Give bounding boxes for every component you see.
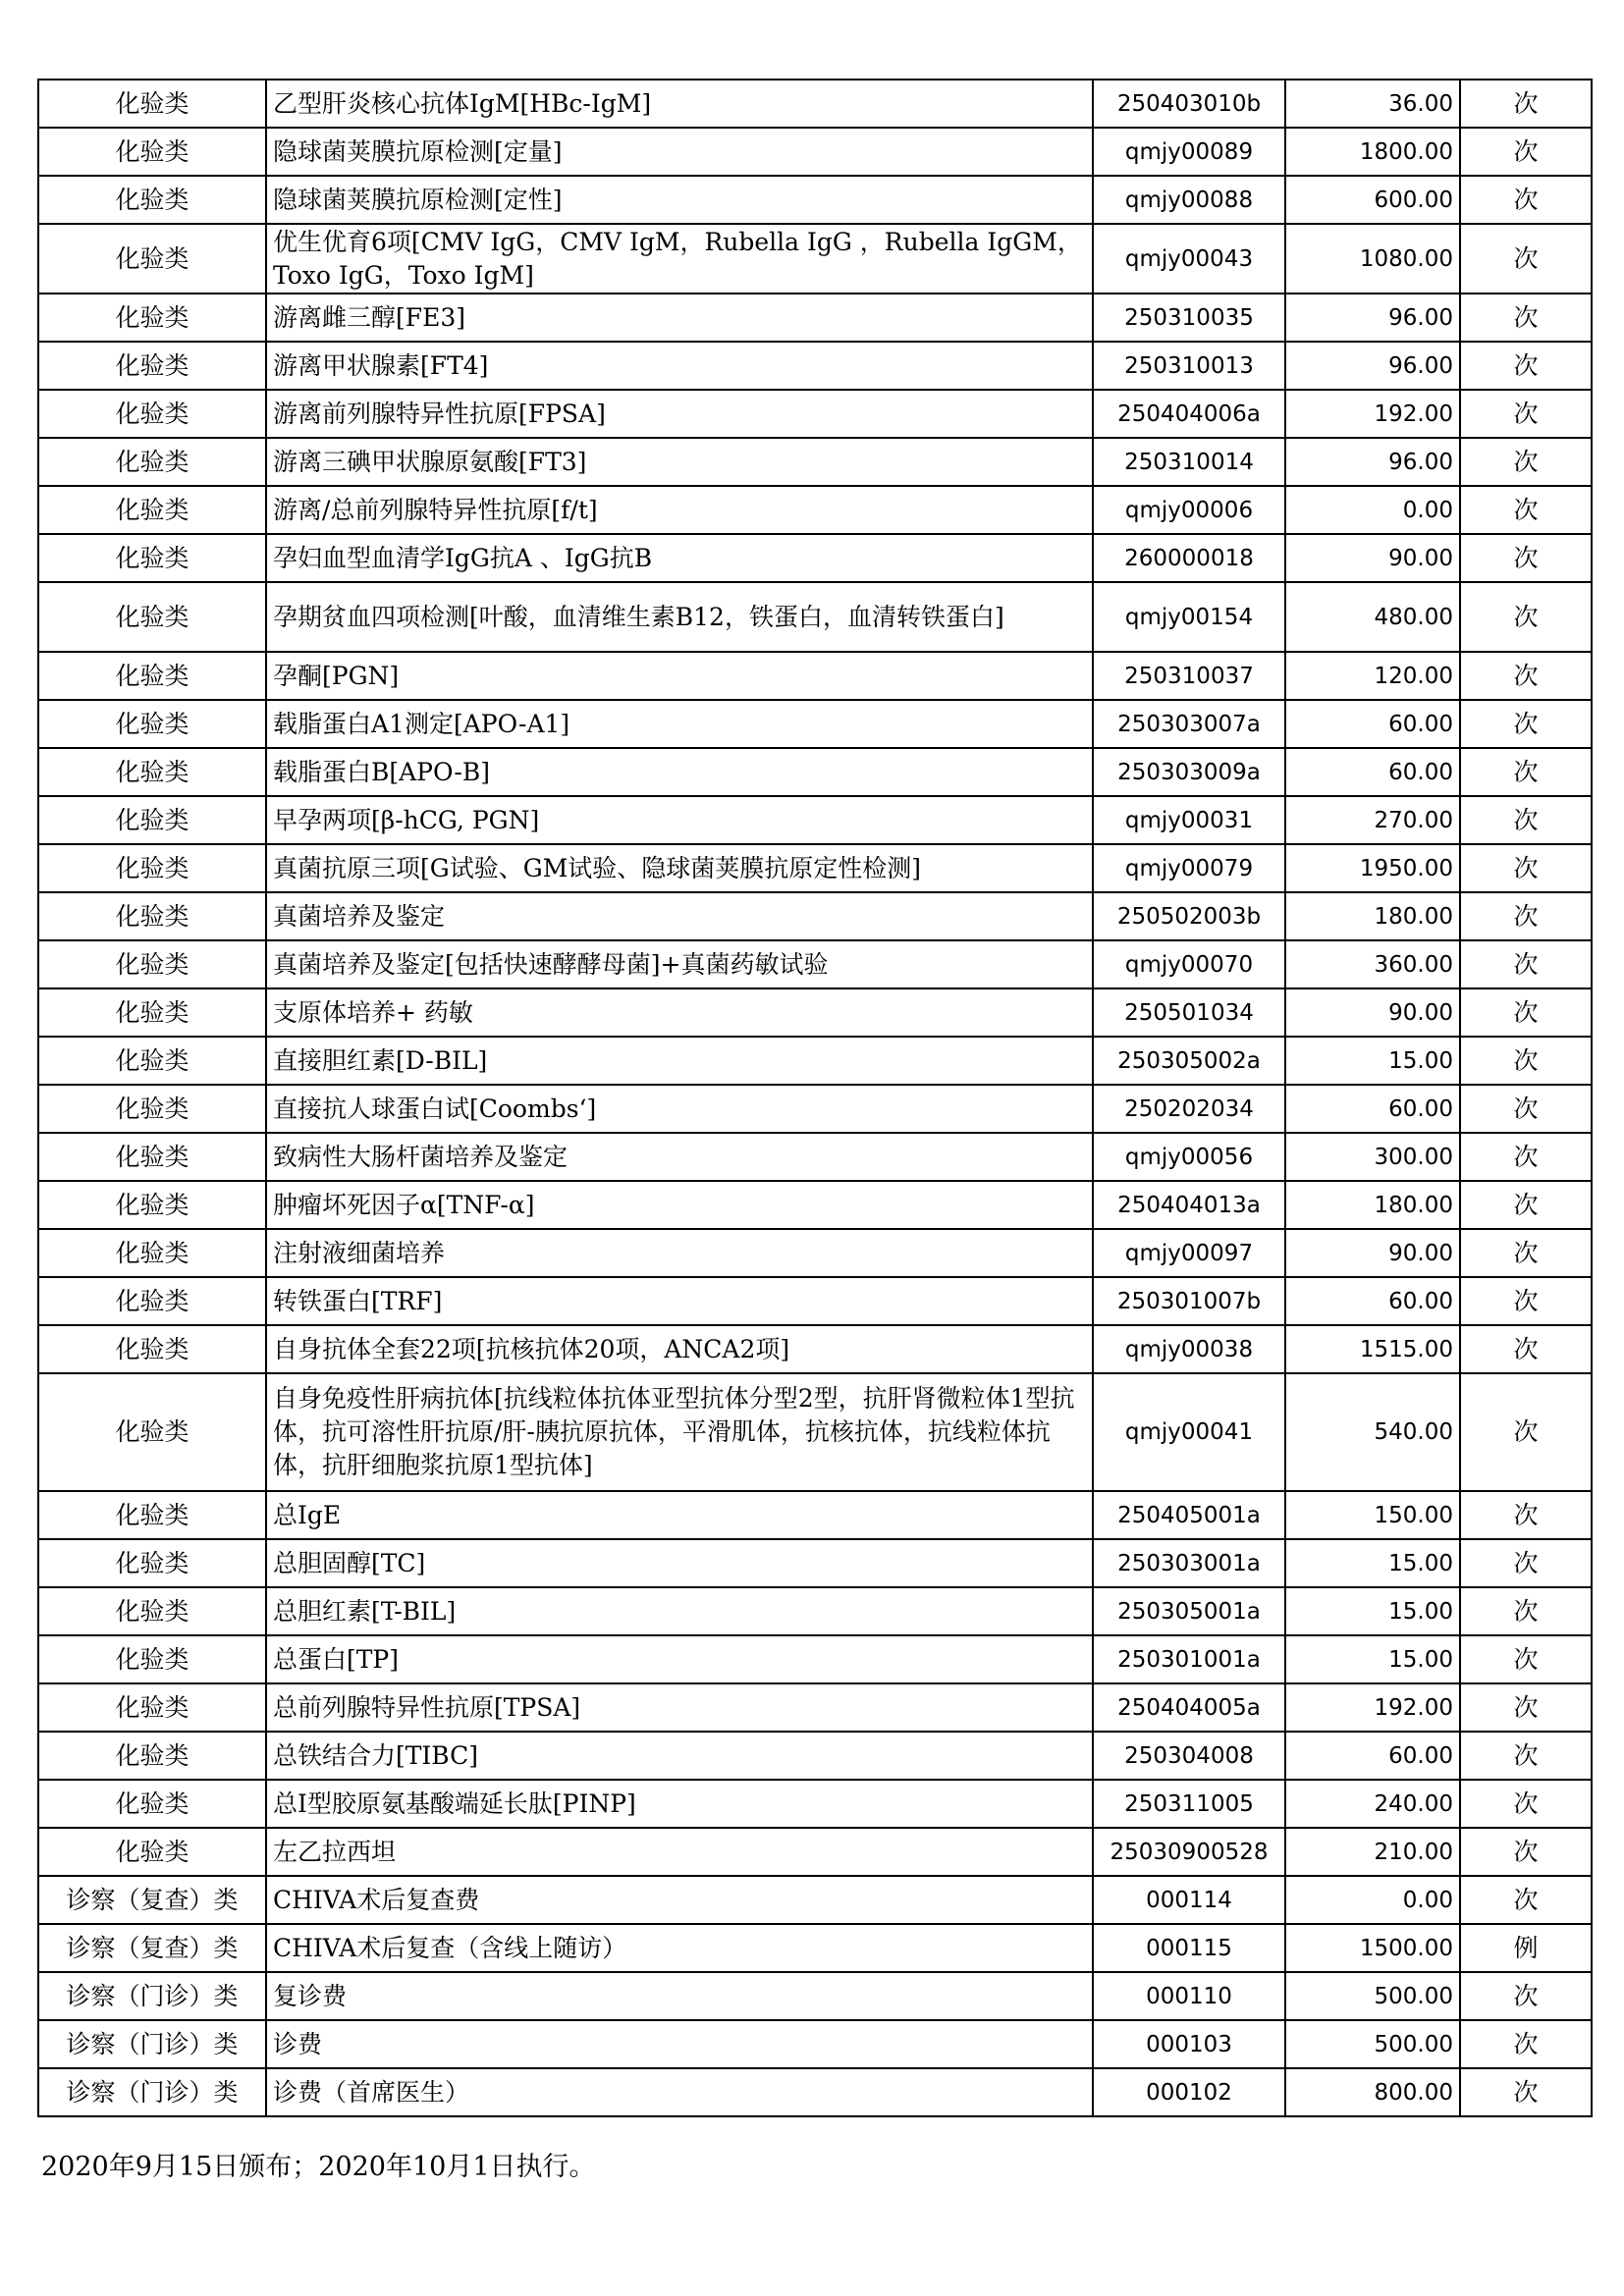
category-cell: 化验类: [38, 438, 266, 486]
category-cell: 化验类: [38, 844, 266, 892]
table-row: [38, 1491, 1592, 1539]
table-row: [38, 294, 1592, 342]
price-cell: 192.00: [1285, 1683, 1460, 1732]
category-cell: 化验类: [38, 748, 266, 796]
category-cell: 化验类: [38, 1229, 266, 1277]
item-name-cell: 总蛋白[TP]: [266, 1635, 1093, 1683]
item-code-cell: 250305002a: [1093, 1037, 1285, 1085]
price-cell: 120.00: [1285, 652, 1460, 700]
table-row: [38, 80, 1592, 128]
unit-cell: 次: [1460, 1780, 1592, 1828]
unit-cell: 次: [1460, 390, 1592, 438]
category-cell: 化验类: [38, 80, 266, 128]
category-cell: 化验类: [38, 1828, 266, 1876]
item-code-cell: 250502003b: [1093, 892, 1285, 940]
item-code-cell: qmjy00038: [1093, 1325, 1285, 1373]
price-cell: 240.00: [1285, 1780, 1460, 1828]
table-row: [38, 1181, 1592, 1229]
item-name-cell: 诊费: [266, 2020, 1093, 2068]
category-cell: 化验类: [38, 940, 266, 988]
item-code-cell: 250303007a: [1093, 700, 1285, 748]
table-row: [38, 1133, 1592, 1181]
category-cell: 化验类: [38, 342, 266, 390]
unit-cell: 次: [1460, 80, 1592, 128]
table-row: [38, 128, 1592, 176]
item-code-cell: 250202034: [1093, 1085, 1285, 1133]
item-code-cell: qmjy00089: [1093, 128, 1285, 176]
unit-cell: 例: [1460, 1924, 1592, 1972]
table-row: [38, 534, 1592, 582]
category-cell: 化验类: [38, 892, 266, 940]
category-cell: 化验类: [38, 1085, 266, 1133]
unit-cell: 次: [1460, 1181, 1592, 1229]
unit-cell: 次: [1460, 1229, 1592, 1277]
unit-cell: 次: [1460, 940, 1592, 988]
category-cell: 化验类: [38, 1373, 266, 1491]
table-row: [38, 582, 1592, 652]
price-cell: 96.00: [1285, 438, 1460, 486]
price-cell: 15.00: [1285, 1635, 1460, 1683]
unit-cell: 次: [1460, 128, 1592, 176]
table-row: [38, 390, 1592, 438]
unit-cell: 次: [1460, 582, 1592, 652]
item-code-cell: 000110: [1093, 1972, 1285, 2020]
category-cell: 化验类: [38, 1133, 266, 1181]
table-row: [38, 1325, 1592, 1373]
item-name-cell: 总胆红素[T-BIL]: [266, 1587, 1093, 1635]
price-cell: 90.00: [1285, 988, 1460, 1037]
table-row: [38, 700, 1592, 748]
item-name-cell: 载脂蛋白A1测定[APO-A1]: [266, 700, 1093, 748]
table-row: [38, 1924, 1592, 1972]
item-name-cell: 直接抗人球蛋白试[Coombs‘]: [266, 1085, 1093, 1133]
table-row: [38, 1277, 1592, 1325]
item-code-cell: qmjy00070: [1093, 940, 1285, 988]
item-name-cell: 直接胆红素[D-BIL]: [266, 1037, 1093, 1085]
item-code-cell: 000102: [1093, 2068, 1285, 2116]
price-cell: 180.00: [1285, 1181, 1460, 1229]
price-cell: 90.00: [1285, 534, 1460, 582]
price-cell: 90.00: [1285, 1229, 1460, 1277]
table-row: [38, 1229, 1592, 1277]
item-name-cell: 肿瘤坏死因子α[TNF-α]: [266, 1181, 1093, 1229]
table-row: [38, 2068, 1592, 2116]
item-code-cell: qmjy00041: [1093, 1373, 1285, 1491]
item-code-cell: 250305001a: [1093, 1587, 1285, 1635]
item-name-cell: 游离前列腺特异性抗原[FPSA]: [266, 390, 1093, 438]
unit-cell: 次: [1460, 1133, 1592, 1181]
item-code-cell: qmjy00088: [1093, 176, 1285, 224]
table-row: [38, 1732, 1592, 1780]
item-code-cell: qmjy00056: [1093, 1133, 1285, 1181]
item-name-cell: 孕酮[PGN]: [266, 652, 1093, 700]
item-code-cell: qmjy00043: [1093, 224, 1285, 294]
item-code-cell: 250404013a: [1093, 1181, 1285, 1229]
table-row: [38, 1587, 1592, 1635]
item-name-cell: 诊费（首席医生）: [266, 2068, 1093, 2116]
table-row: [38, 1373, 1592, 1491]
category-cell: 化验类: [38, 1325, 266, 1373]
item-name-cell: 自身免疫性肝病抗体[抗线粒体抗体亚型抗体分型2型，抗肝肾微粒体1型抗体，抗可溶性肝抗原/肝-胰抗原抗体，平滑肌体，抗核抗体，抗线粒体抗体，抗肝细胞浆抗原1型抗体]: [266, 1373, 1093, 1491]
item-name-cell: CHIVA术后复查（含线上随访）: [266, 1924, 1093, 1972]
price-cell: 1800.00: [1285, 128, 1460, 176]
item-code-cell: 260000018: [1093, 534, 1285, 582]
table-row: [38, 1085, 1592, 1133]
price-cell: 1515.00: [1285, 1325, 1460, 1373]
table-row: [38, 486, 1592, 534]
table-row: [38, 1876, 1592, 1924]
category-cell: 化验类: [38, 176, 266, 224]
item-code-cell: 25030900528: [1093, 1828, 1285, 1876]
category-cell: 化验类: [38, 1491, 266, 1539]
category-cell: 化验类: [38, 796, 266, 844]
table-row: [38, 796, 1592, 844]
unit-cell: 次: [1460, 1491, 1592, 1539]
category-cell: 诊察（门诊）类: [38, 2068, 266, 2116]
price-cell: 60.00: [1285, 1277, 1460, 1325]
table-row: [38, 652, 1592, 700]
item-code-cell: qmjy00006: [1093, 486, 1285, 534]
price-cell: 150.00: [1285, 1491, 1460, 1539]
item-code-cell: 000115: [1093, 1924, 1285, 1972]
item-code-cell: 250303001a: [1093, 1539, 1285, 1587]
unit-cell: 次: [1460, 2020, 1592, 2068]
price-cell: 192.00: [1285, 390, 1460, 438]
unit-cell: 次: [1460, 1876, 1592, 1924]
price-cell: 96.00: [1285, 294, 1460, 342]
price-cell: 96.00: [1285, 342, 1460, 390]
item-name-cell: 致病性大肠杆菌培养及鉴定: [266, 1133, 1093, 1181]
item-name-cell: 总Ⅰ型胶原氨基酸端延长肽[PINP]: [266, 1780, 1093, 1828]
unit-cell: 次: [1460, 988, 1592, 1037]
table-row: [38, 1828, 1592, 1876]
category-cell: 诊察（门诊）类: [38, 1972, 266, 2020]
category-cell: 化验类: [38, 582, 266, 652]
unit-cell: 次: [1460, 844, 1592, 892]
item-code-cell: 000114: [1093, 1876, 1285, 1924]
table-row: [38, 176, 1592, 224]
price-cell: 0.00: [1285, 486, 1460, 534]
price-cell: 180.00: [1285, 892, 1460, 940]
unit-cell: 次: [1460, 1277, 1592, 1325]
price-cell: 500.00: [1285, 1972, 1460, 2020]
unit-cell: 次: [1460, 748, 1592, 796]
unit-cell: 次: [1460, 224, 1592, 294]
table-row: [38, 2020, 1592, 2068]
unit-cell: 次: [1460, 1635, 1592, 1683]
unit-cell: 次: [1460, 1828, 1592, 1876]
footer-note: 2020年9月15日颁布；2020年10月1日执行。: [41, 2152, 596, 2182]
table-row: [38, 342, 1592, 390]
item-code-cell: 250310014: [1093, 438, 1285, 486]
price-cell: 60.00: [1285, 748, 1460, 796]
price-cell: 360.00: [1285, 940, 1460, 988]
price-cell: 600.00: [1285, 176, 1460, 224]
item-name-cell: 自身抗体全套22项[抗核抗体20项，ANCA2项]: [266, 1325, 1093, 1373]
item-name-cell: 游离三碘甲状腺原氨酸[FT3]: [266, 438, 1093, 486]
unit-cell: 次: [1460, 1539, 1592, 1587]
category-cell: 化验类: [38, 128, 266, 176]
item-name-cell: 孕妇血型血清学IgG抗A 、IgG抗B: [266, 534, 1093, 582]
unit-cell: 次: [1460, 1732, 1592, 1780]
category-cell: 化验类: [38, 700, 266, 748]
item-name-cell: 总前列腺特异性抗原[TPSA]: [266, 1683, 1093, 1732]
category-cell: 化验类: [38, 390, 266, 438]
item-code-cell: qmjy00154: [1093, 582, 1285, 652]
item-name-cell: 总胆固醇[TC]: [266, 1539, 1093, 1587]
item-name-cell: 支原体培养+ 药敏: [266, 988, 1093, 1037]
item-name-cell: 左乙拉西坦: [266, 1828, 1093, 1876]
item-code-cell: 250405001a: [1093, 1491, 1285, 1539]
price-cell: 1080.00: [1285, 224, 1460, 294]
category-cell: 化验类: [38, 1780, 266, 1828]
category-cell: 化验类: [38, 1037, 266, 1085]
item-name-cell: 真菌培养及鉴定: [266, 892, 1093, 940]
item-code-cell: qmjy00097: [1093, 1229, 1285, 1277]
item-code-cell: 250303009a: [1093, 748, 1285, 796]
category-cell: 化验类: [38, 1539, 266, 1587]
category-cell: 化验类: [38, 486, 266, 534]
price-cell: 36.00: [1285, 80, 1460, 128]
item-name-cell: 游离/总前列腺特异性抗原[f/t]: [266, 486, 1093, 534]
price-cell: 270.00: [1285, 796, 1460, 844]
category-cell: 化验类: [38, 1587, 266, 1635]
price-cell: 60.00: [1285, 1732, 1460, 1780]
price-cell: 15.00: [1285, 1037, 1460, 1085]
item-code-cell: 250301007b: [1093, 1277, 1285, 1325]
item-code-cell: 250501034: [1093, 988, 1285, 1037]
category-cell: 化验类: [38, 1181, 266, 1229]
price-cell: 60.00: [1285, 700, 1460, 748]
unit-cell: 次: [1460, 700, 1592, 748]
category-cell: 化验类: [38, 652, 266, 700]
category-cell: 诊察（门诊）类: [38, 2020, 266, 2068]
item-code-cell: 250310037: [1093, 652, 1285, 700]
category-cell: 化验类: [38, 294, 266, 342]
price-cell: 15.00: [1285, 1539, 1460, 1587]
unit-cell: 次: [1460, 652, 1592, 700]
unit-cell: 次: [1460, 2068, 1592, 2116]
price-cell: 540.00: [1285, 1373, 1460, 1491]
item-code-cell: 250301001a: [1093, 1635, 1285, 1683]
table-row: [38, 748, 1592, 796]
price-cell: 15.00: [1285, 1587, 1460, 1635]
price-table: [37, 79, 1593, 2117]
category-cell: 化验类: [38, 1277, 266, 1325]
category-cell: 化验类: [38, 1732, 266, 1780]
price-cell: 1500.00: [1285, 1924, 1460, 1972]
item-name-cell: 复诊费: [266, 1972, 1093, 2020]
item-name-cell: 转铁蛋白[TRF]: [266, 1277, 1093, 1325]
item-code-cell: qmjy00079: [1093, 844, 1285, 892]
price-cell: 500.00: [1285, 2020, 1460, 2068]
price-cell: 60.00: [1285, 1085, 1460, 1133]
item-name-cell: 游离雌三醇[FE3]: [266, 294, 1093, 342]
item-name-cell: 孕期贫血四项检测[叶酸，血清维生素B12，铁蛋白，血清转铁蛋白]: [266, 582, 1093, 652]
category-cell: 诊察（复查）类: [38, 1876, 266, 1924]
item-name-cell: 载脂蛋白B[APO-B]: [266, 748, 1093, 796]
unit-cell: 次: [1460, 1085, 1592, 1133]
category-cell: 化验类: [38, 534, 266, 582]
item-code-cell: 250304008: [1093, 1732, 1285, 1780]
item-code-cell: 250404005a: [1093, 1683, 1285, 1732]
unit-cell: 次: [1460, 1373, 1592, 1491]
item-code-cell: 250404006a: [1093, 390, 1285, 438]
table-row: [38, 892, 1592, 940]
table-row: [38, 1635, 1592, 1683]
unit-cell: 次: [1460, 1325, 1592, 1373]
item-name-cell: 总铁结合力[TIBC]: [266, 1732, 1093, 1780]
item-name-cell: 注射液细菌培养: [266, 1229, 1093, 1277]
price-cell: 480.00: [1285, 582, 1460, 652]
unit-cell: 次: [1460, 1972, 1592, 2020]
item-code-cell: 250311005: [1093, 1780, 1285, 1828]
unit-cell: 次: [1460, 294, 1592, 342]
table-row: [38, 1037, 1592, 1085]
price-cell: 300.00: [1285, 1133, 1460, 1181]
item-name-cell: 隐球菌荚膜抗原检测[定性]: [266, 176, 1093, 224]
item-code-cell: 250403010b: [1093, 80, 1285, 128]
price-cell: 1950.00: [1285, 844, 1460, 892]
unit-cell: 次: [1460, 796, 1592, 844]
item-name-cell: CHIVA术后复查费: [266, 1876, 1093, 1924]
unit-cell: 次: [1460, 892, 1592, 940]
unit-cell: 次: [1460, 1037, 1592, 1085]
unit-cell: 次: [1460, 1683, 1592, 1732]
unit-cell: 次: [1460, 176, 1592, 224]
unit-cell: 次: [1460, 438, 1592, 486]
table-row: [38, 844, 1592, 892]
item-name-cell: 隐球菌荚膜抗原检测[定量]: [266, 128, 1093, 176]
category-cell: 化验类: [38, 1683, 266, 1732]
item-name-cell: 乙型肝炎核心抗体IgM[HBc-IgM]: [266, 80, 1093, 128]
item-name-cell: 游离甲状腺素[FT4]: [266, 342, 1093, 390]
category-cell: 化验类: [38, 988, 266, 1037]
item-code-cell: 000103: [1093, 2020, 1285, 2068]
item-name-cell: 总IgE: [266, 1491, 1093, 1539]
item-name-cell: 真菌培养及鉴定[包括快速酵酵母菌]+真菌药敏试验: [266, 940, 1093, 988]
table-row: [38, 1683, 1592, 1732]
table-row: [38, 224, 1592, 294]
unit-cell: 次: [1460, 486, 1592, 534]
item-code-cell: qmjy00031: [1093, 796, 1285, 844]
price-cell: 210.00: [1285, 1828, 1460, 1876]
category-cell: 诊察（复查）类: [38, 1924, 266, 1972]
unit-cell: 次: [1460, 342, 1592, 390]
item-name-cell: 优生优育6项[CMV IgG，CMV IgM，Rubella IgG ，Rubella IgGM，Toxo IgG，Toxo IgM]: [266, 224, 1093, 294]
unit-cell: 次: [1460, 1587, 1592, 1635]
table-row: [38, 438, 1592, 486]
table-row: [38, 1780, 1592, 1828]
category-cell: 化验类: [38, 224, 266, 294]
unit-cell: 次: [1460, 534, 1592, 582]
item-code-cell: 250310013: [1093, 342, 1285, 390]
table-body: [38, 80, 1592, 2116]
item-name-cell: 早孕两项[β-hCG, PGN]: [266, 796, 1093, 844]
item-name-cell: 真菌抗原三项[G试验、GM试验、隐球菌荚膜抗原定性检测]: [266, 844, 1093, 892]
table-row: [38, 1972, 1592, 2020]
price-cell: 0.00: [1285, 1876, 1460, 1924]
table-row: [38, 1539, 1592, 1587]
table-row: [38, 940, 1592, 988]
category-cell: 化验类: [38, 1635, 266, 1683]
price-cell: 800.00: [1285, 2068, 1460, 2116]
item-code-cell: 250310035: [1093, 294, 1285, 342]
table-row: [38, 988, 1592, 1037]
